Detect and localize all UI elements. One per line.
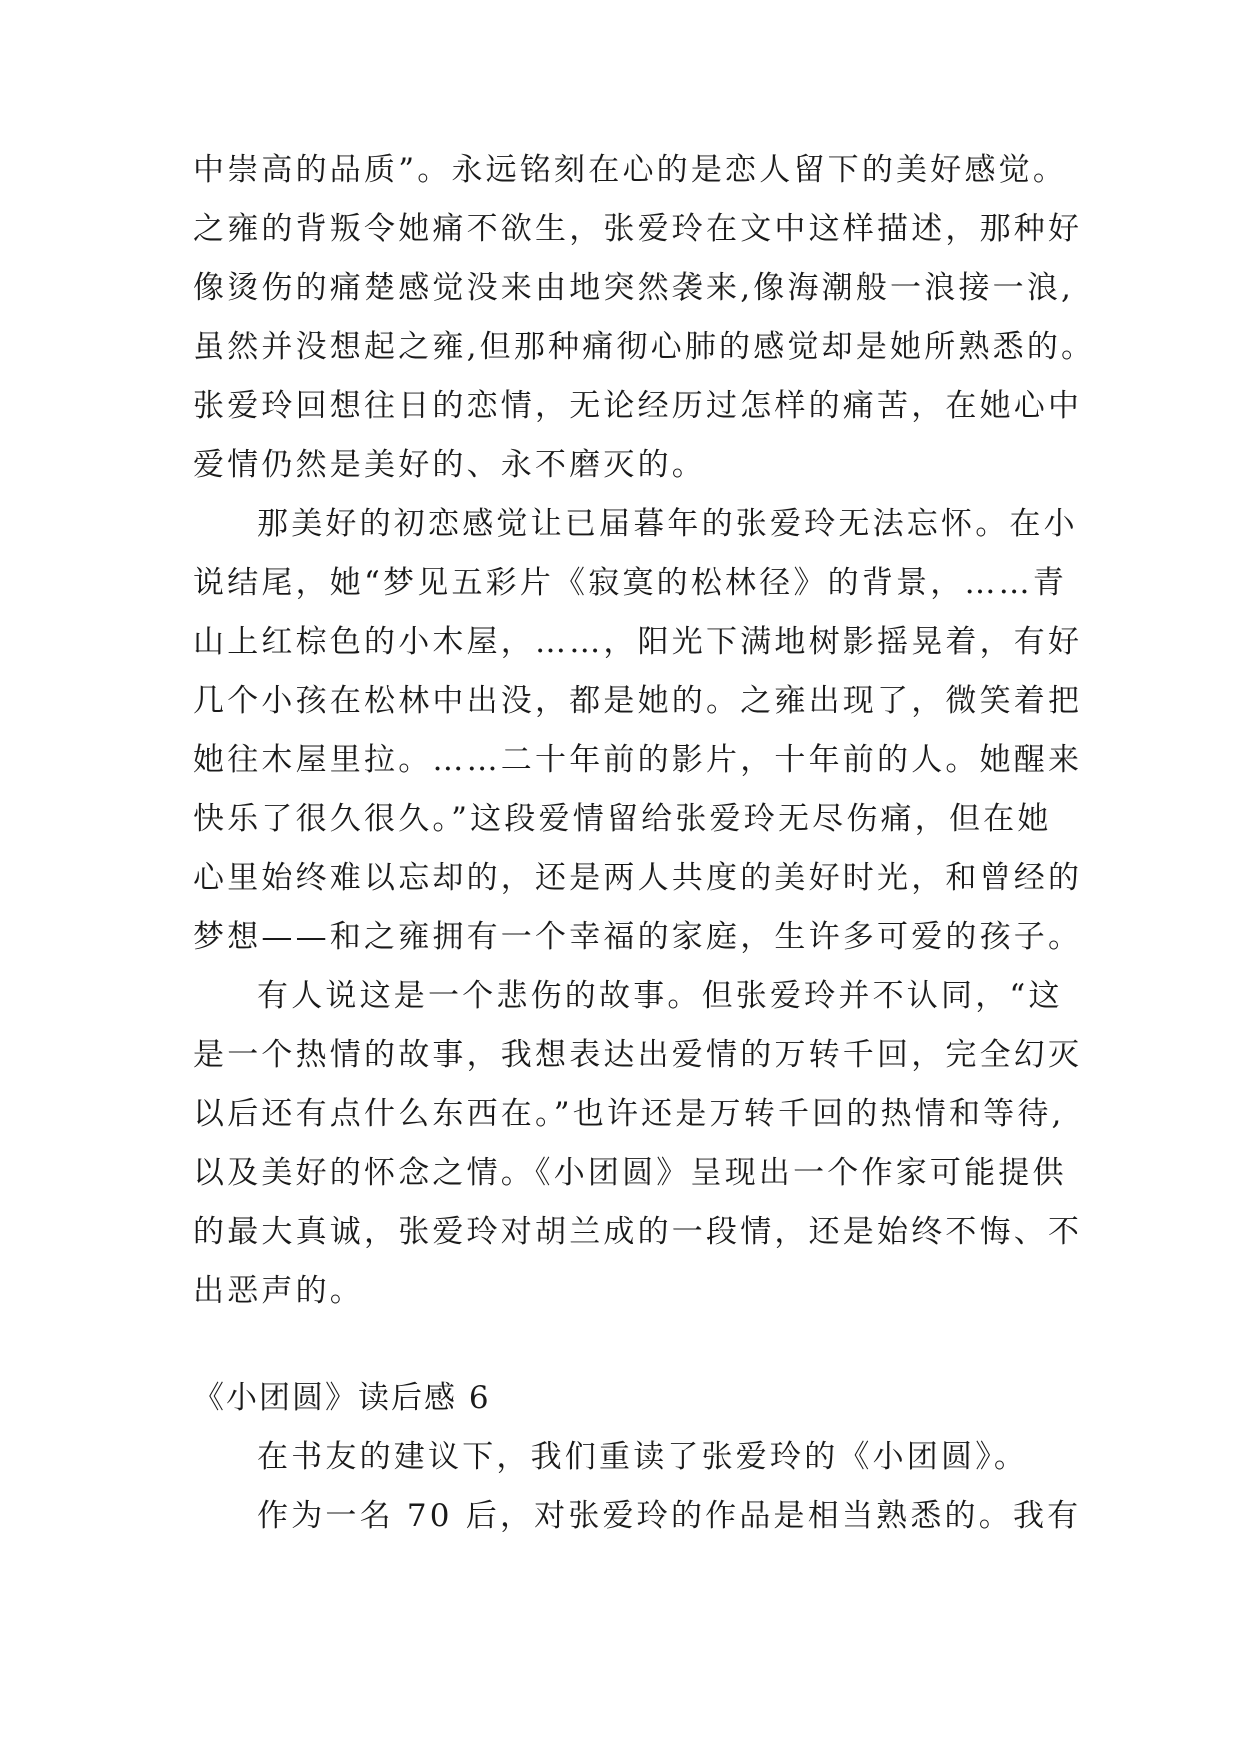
text-line: 几个小孩在松林中出没，都是她的。之雍出现了，微笑着把 <box>193 683 1083 719</box>
text-line: 像烫伤的痛楚感觉没来由地突然袭来,像海潮般一浪接一浪, <box>193 270 1075 306</box>
text-line: 以后还有点什么东西在。”也许还是万转千回的热情和等待, <box>193 1096 1065 1132</box>
text-line: 她往木屋里拉。……二十年前的影片，十年前的人。她醒来 <box>193 742 1083 778</box>
text-line: 出恶声的。 <box>193 1273 364 1309</box>
text-line: 说结尾，她“梦见五彩片《寂寞的松林径》的背景，……青 <box>193 565 1068 601</box>
text-line: 山上红棕色的小木屋，……，阳光下满地树影摇晃着，有好 <box>193 624 1083 660</box>
text-line: 快乐了很久很久。”这段爱情留给张爱玲无尽伤痛，但在她 <box>193 801 1052 837</box>
text-line: 中崇高的品质”。永远铭刻在心的是恋人留下的美好感觉。 <box>193 152 1068 188</box>
paragraph-first-line: 在书友的建议下，我们重读了张爱玲的《小团圆》。 <box>257 1439 1029 1475</box>
text-line: 的最大真诚，张爱玲对胡兰成的一段情，还是始终不悔、不 <box>193 1214 1083 1250</box>
paragraph-first-line: 作为一名 70 后，对张爱玲的作品是相当熟悉的。我有 <box>257 1498 1082 1534</box>
text-line: 张爱玲回想往日的恋情，无论经历过怎样的痛苦，在她心中 <box>193 388 1083 424</box>
section-heading: 《小团圆》读后感 6 <box>193 1380 491 1416</box>
text-line: 以及美好的怀念之情。《小团圆》呈现出一个作家可能提供 <box>193 1155 1067 1191</box>
text-line: 之雍的背叛令她痛不欲生，张爱玲在文中这样描述，那种好 <box>193 211 1083 247</box>
text-line: 虽然并没想起之雍,但那种痛彻心肺的感觉却是她所熟悉的。 <box>193 329 1096 365</box>
text-line: 是一个热情的故事，我想表达出爱情的万转千回，完全幻灭 <box>193 1037 1083 1073</box>
text-line: 心里始终难以忘却的，还是两人共度的美好时光，和曾经的 <box>193 860 1083 896</box>
text-line: 爱情仍然是美好的、永不磨灭的。 <box>193 447 706 483</box>
text-line: 梦想——和之雍拥有一个幸福的家庭，生许多可爱的孩子。 <box>193 919 1083 955</box>
paragraph-first-line: 有人说这是一个悲伤的故事。但张爱玲并不认同，“这 <box>257 978 1063 1014</box>
paragraph-first-line: 那美好的初恋感觉让已届暮年的张爱玲无法忘怀。在小 <box>257 506 1078 542</box>
